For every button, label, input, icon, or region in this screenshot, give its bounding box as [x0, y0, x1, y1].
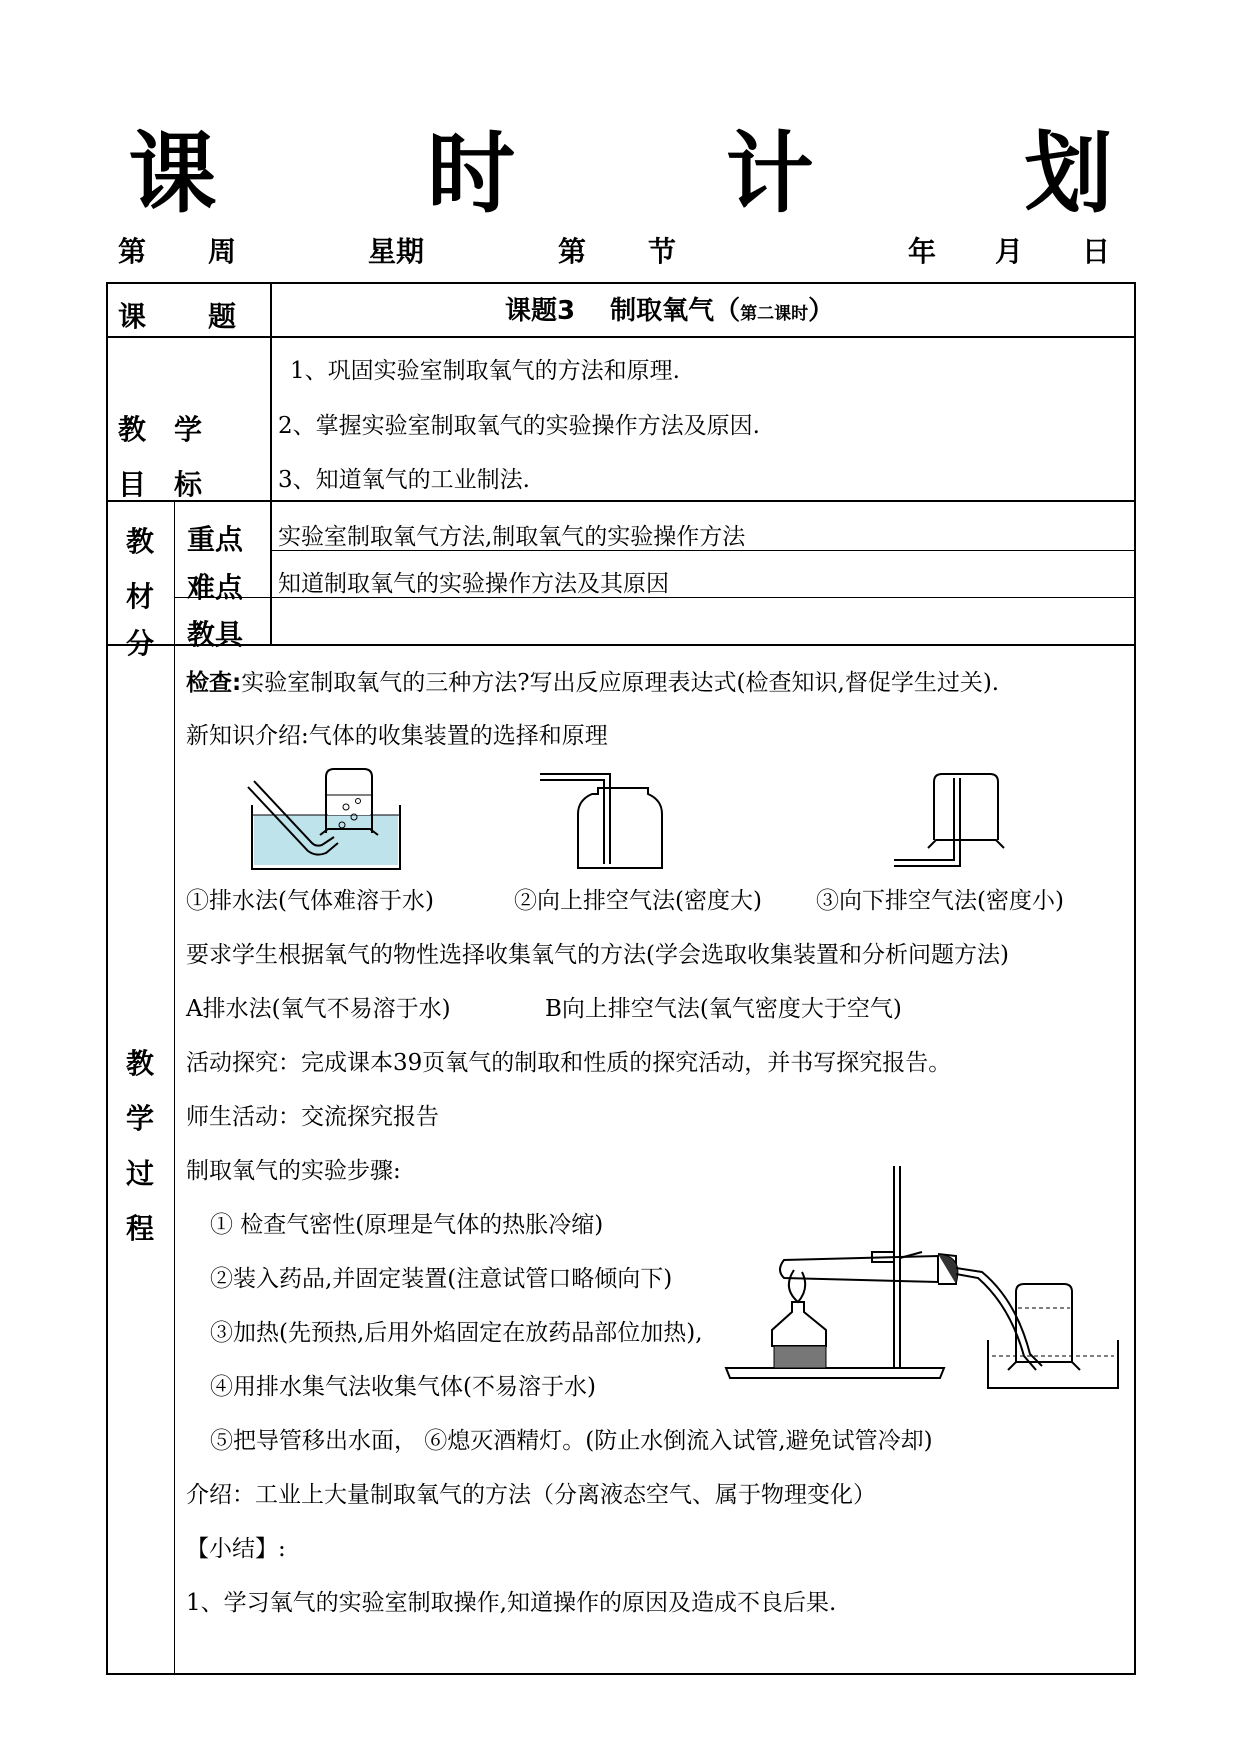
objectives-label-2: 目 标: [118, 468, 203, 501]
column-divider: [174, 644, 175, 1675]
check-label: 检查:: [186, 670, 242, 696]
difficulty-value: 知道制取氧气的实验操作方法及其原因: [278, 571, 669, 597]
process-label-char: 过: [126, 1157, 155, 1190]
key-point-label: 重点: [187, 523, 244, 556]
topic-end: ）: [808, 296, 835, 326]
choice-a: A排水法(氧气不易溶于水): [186, 996, 451, 1022]
step-item: ③加热(先预热,后用外焰固定在放药品部位加热),: [210, 1320, 703, 1346]
method-upward: ②向上排空气法(密度大): [514, 888, 762, 914]
step-item: ④用排水集气法收集气体(不易溶于水): [210, 1374, 596, 1400]
plan-table: [106, 282, 1136, 1675]
column-divider: [174, 500, 175, 644]
material-label-char: 教: [126, 525, 155, 558]
step-item: ②装入药品,并固定装置(注意试管口略倾向下): [210, 1266, 673, 1292]
water-displacement-apparatus: [246, 765, 406, 873]
key-point-value: 实验室制取氧气方法,制取氧气的实验操作方法: [278, 524, 746, 550]
topic-lesson: 第二课时: [740, 304, 809, 324]
week-suffix: 周: [208, 235, 237, 268]
objective-item: 2、掌握实验室制取氧气的实验操作方法及原因.: [278, 413, 760, 439]
objectives-label-1: 教 学: [118, 413, 203, 446]
process-label-char: 学: [126, 1102, 155, 1135]
section-prefix: 第: [558, 235, 587, 268]
row-divider: [106, 336, 1136, 338]
method-downward: ③向下排空气法(密度小): [816, 888, 1064, 914]
requirement-text: 要求学生根据氧气的物性选择收集氧气的方法(学会选取收集装置和分析问题方法): [186, 942, 1009, 968]
week-prefix: 第: [118, 235, 147, 268]
downward-air-displacement-apparatus: [892, 770, 1012, 872]
process-label-char: 教: [126, 1047, 155, 1080]
topic-value: [505, 296, 834, 329]
method-water: ①排水法(气体难溶于水): [186, 888, 434, 914]
material-label-char: 材: [126, 580, 155, 613]
activity-text: 活动探究：完成课本39页氧气的制取和性质的探究活动，并书写探究报告。: [186, 1050, 952, 1076]
material-label-char: 分: [126, 627, 155, 660]
check-text: 实验室制取氧气的三种方法?写出反应原理表达式(检查知识,督促学生过关).: [241, 670, 1000, 696]
topic-label-2: 题: [208, 300, 237, 333]
objective-item: 3、知道氧气的工业制法.: [278, 467, 530, 493]
process-label-char: 程: [126, 1212, 155, 1245]
topic-main: 课题3 制取氧气（: [505, 296, 741, 326]
new-knowledge-intro: 新知识介绍:气体的收集装置的选择和原理: [186, 723, 608, 749]
objective-item: 1、巩固实验室制取氧气的方法和原理.: [290, 358, 680, 384]
industry-intro: 介绍：工业上大量制取氧气的方法（分离液态空气、属于物理变化）: [186, 1482, 876, 1508]
row-divider: [106, 644, 1136, 646]
step-item: ⑤把导管移出水面， ⑥熄灭酒精灯。(防止水倒流入试管,避免试管冷却): [210, 1428, 933, 1454]
topic-label-1: 课: [118, 300, 147, 333]
teacher-student-activity: 师生活动：交流探究报告: [186, 1104, 439, 1130]
year-label: 年: [908, 235, 937, 268]
summary-label: 【小结】:: [186, 1536, 286, 1562]
oxygen-preparation-apparatus: [712, 1160, 1124, 1392]
section-suffix: 节: [648, 235, 677, 268]
page-title: 课 时 计 划: [128, 121, 1203, 225]
choice-b: B向上排空气法(氧气密度大于空气): [545, 996, 902, 1022]
summary-item: 1、学习氧气的实验室制取操作,知道操作的原因及造成不良后果.: [186, 1590, 837, 1616]
check-line: [186, 668, 999, 698]
steps-title: 制取氧气的实验步骤:: [186, 1158, 401, 1184]
month-label: 月: [995, 235, 1024, 268]
step-item: ① 检查气密性(原理是气体的热胀冷缩): [210, 1212, 604, 1238]
teaching-aids-label: 教具: [187, 618, 244, 651]
difficulty-label: 难点: [187, 571, 244, 604]
row-divider: [106, 500, 1136, 502]
day-label: 日: [1082, 235, 1111, 268]
upward-air-displacement-apparatus: [538, 770, 668, 872]
weekday-label: 星期: [368, 235, 425, 268]
column-divider: [270, 282, 272, 644]
